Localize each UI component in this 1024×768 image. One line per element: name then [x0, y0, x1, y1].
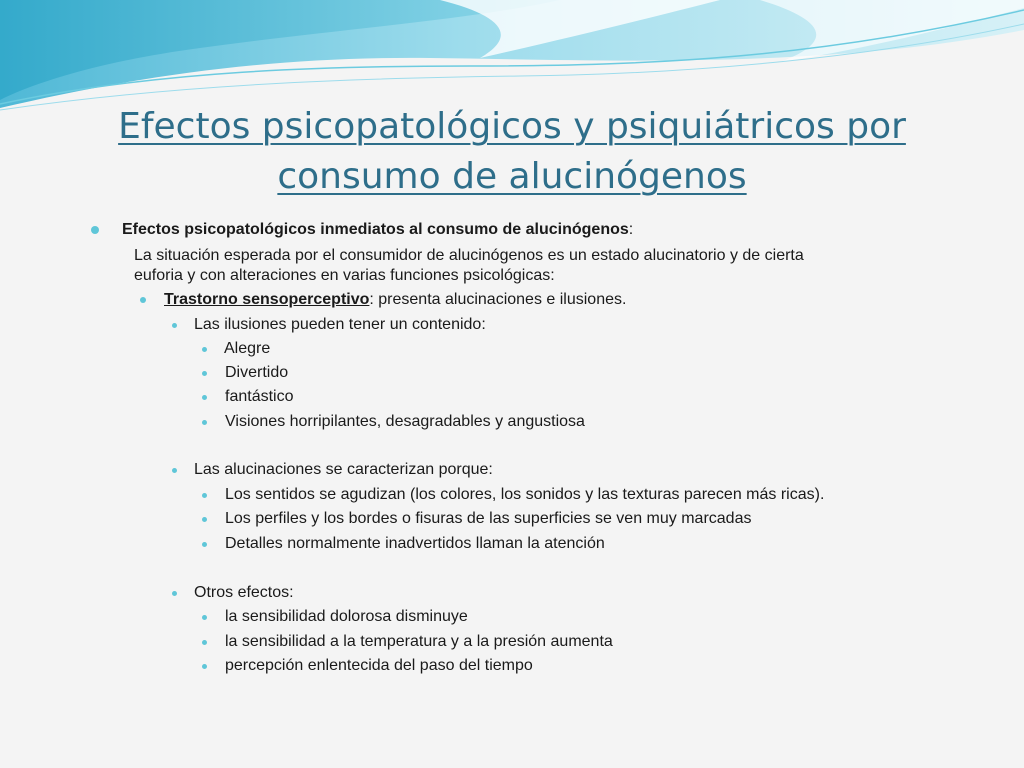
bullet-level3-icon — [172, 468, 177, 473]
slide-title-line1: Efectos psicopatológicos y psiquiátricos por — [118, 106, 906, 147]
alucinaciones-label: Las alucinaciones se caracterizan porque: — [194, 461, 493, 478]
bullet-level2-icon — [140, 297, 146, 303]
section-line — [164, 288, 626, 312]
ilusiones-label: Las ilusiones pueden tener un contenido: — [194, 316, 486, 333]
bullet-level1-icon — [91, 226, 99, 234]
bullet-level3-icon — [172, 323, 177, 328]
heading-suffix: : — [628, 221, 634, 238]
otros-label: Otros efectos: — [194, 584, 294, 601]
bullet-level4-icon — [202, 420, 207, 425]
list-item: Alegre — [224, 340, 271, 357]
bullet-level4-icon — [202, 493, 207, 498]
list-item: percepción enlentecida del paso del tiempo — [225, 657, 533, 674]
list-item: Los perfiles y los bordes o fisuras de las superficies se ven muy marcadas — [225, 510, 752, 527]
list-item: fantástico — [225, 388, 294, 405]
bullet-level4-icon — [202, 640, 207, 645]
bullet-level4-icon — [202, 664, 207, 669]
list-item: Visiones horripilantes, desagradables y angustiosa — [225, 413, 585, 430]
bullet-level4-icon — [202, 395, 207, 400]
section-label: Trastorno sensoperceptivo — [164, 291, 370, 308]
bullet-level3-icon — [172, 591, 177, 596]
slide-title-line2: consumo de alucinógenos — [277, 156, 747, 197]
list-item: Los sentidos se agudizan (los colores, los sonidos y las texturas parecen más ricas). — [225, 486, 825, 503]
bullet-level4-icon — [202, 371, 207, 376]
intro-line-2: euforia y con alteraciones en varias funciones psicológicas: — [134, 267, 555, 284]
list-item: Divertido — [225, 364, 289, 381]
list-item: Detalles normalmente inadvertidos llaman la atención — [225, 535, 605, 552]
bullet-level4-icon — [202, 615, 207, 620]
section-text: : presenta alucinaciones e ilusiones. — [369, 291, 627, 308]
heading-bold-text: Efectos psicopatológicos inmediatos al consumo de alucinógenos — [122, 221, 629, 238]
list-item: la sensibilidad dolorosa disminuye — [225, 608, 468, 625]
bullet-level4-icon — [202, 517, 207, 522]
list-item: la sensibilidad a la temperatura y a la presión aumenta — [225, 633, 613, 650]
bullet-level4-icon — [202, 347, 207, 352]
intro-line-1: La situación esperada por el consumidor de alucinógenos es un estado alucinatorio y de cierta — [134, 247, 804, 264]
bullet-level4-icon — [202, 542, 207, 547]
heading-line — [122, 218, 633, 242]
